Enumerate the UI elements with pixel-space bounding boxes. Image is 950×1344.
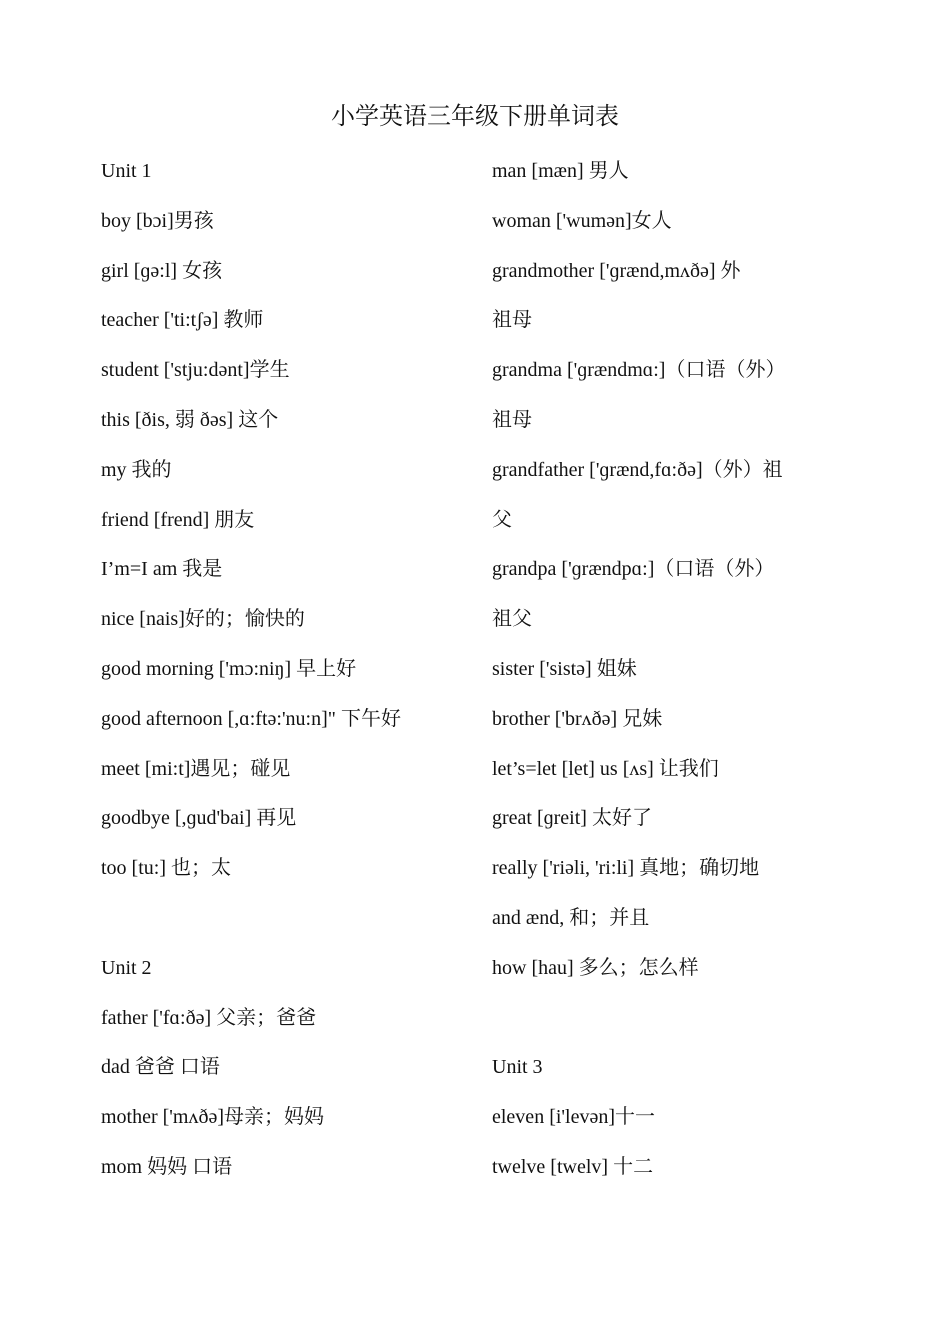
word-entry: good afternoon [,ɑ:ftə:'nu:n]" 下午好 [101,707,401,730]
page-title: 小学英语三年级下册单词表 [331,102,619,130]
word-entry: mother ['mʌðə]母亲；妈妈 [101,1106,325,1129]
word-entry: grandfather ['ɡrænd,fɑ:ðə]（外）祖 [492,458,783,481]
blank-line [101,894,471,944]
word-entry: dad 爸爸 口语 [101,1056,220,1079]
word-entry: this [ðis, 弱 ðəs] 这个 [101,408,279,431]
word-entry: goodbye [,ɡud'bai] 再见 [101,807,297,830]
word-entry: mom 妈妈 口语 [101,1155,233,1178]
word-entry: girl [ɡə:l] 女孩 [101,259,223,282]
word-entry: meet [mi:t]遇见；碰见 [101,757,291,780]
word-entry: my 我的 [101,458,172,481]
word-entry: student ['stju:dənt]学生 [101,359,290,382]
unit-heading: Unit 3 [492,1056,543,1079]
word-entry: let’s=let [let] us [ʌs] 让我们 [492,757,719,780]
word-entry-continuation: 祖母 [492,408,532,431]
word-entry: good morning ['mɔ:niŋ] 早上好 [101,657,357,680]
word-entry-continuation: 祖母 [492,309,532,332]
word-entry-continuation: 父 [492,508,512,531]
word-entry: friend [frend] 朋友 [101,508,255,531]
unit-heading: Unit 2 [101,956,152,979]
word-entry: father ['fɑ:ðə] 父亲；爸爸 [101,1006,317,1029]
word-entry: eleven [i'levən]十一 [492,1106,655,1129]
right-word-column [492,147,822,1193]
word-entry-continuation: 祖父 [492,608,532,631]
word-entry: really ['riəli, 'ri:li] 真地；确切地 [492,857,760,880]
word-entry: Unit 1 [101,160,152,182]
word-entry: how [hau] 多么；怎么样 [492,956,699,979]
word-entry: woman ['wumən]女人 [492,209,672,232]
blank-line [492,994,822,1044]
word-entry: great [ɡreit] 太好了 [492,807,652,830]
word-entry: nice [nais]好的；愉快的 [101,608,305,631]
word-entry: brother ['brʌðə] 兄妹 [492,707,663,730]
left-word-column [101,147,471,1193]
word-entry: grandmother ['ɡrænd,mʌðə] 外 [492,259,741,282]
word-entry: man [mæn] 男人 [492,160,629,182]
word-entry: sister ['sistə] 姐妹 [492,657,637,680]
word-entry: too [tu:] 也；太 [101,857,231,880]
word-entry: grandpa ['ɡrændpɑ:]（口语（外） [492,558,775,581]
word-entry: twelve [twelv] 十二 [492,1155,654,1178]
word-entry: I’m=I am 我是 [101,558,223,581]
word-entry: boy [bɔi]男孩 [101,209,214,232]
word-entry: grandma ['ɡrændmɑ:]（口语（外） [492,359,786,382]
word-entry: teacher ['ti:tʃə] 教师 [101,309,264,332]
word-entry: and ænd, 和；并且 [492,906,650,929]
